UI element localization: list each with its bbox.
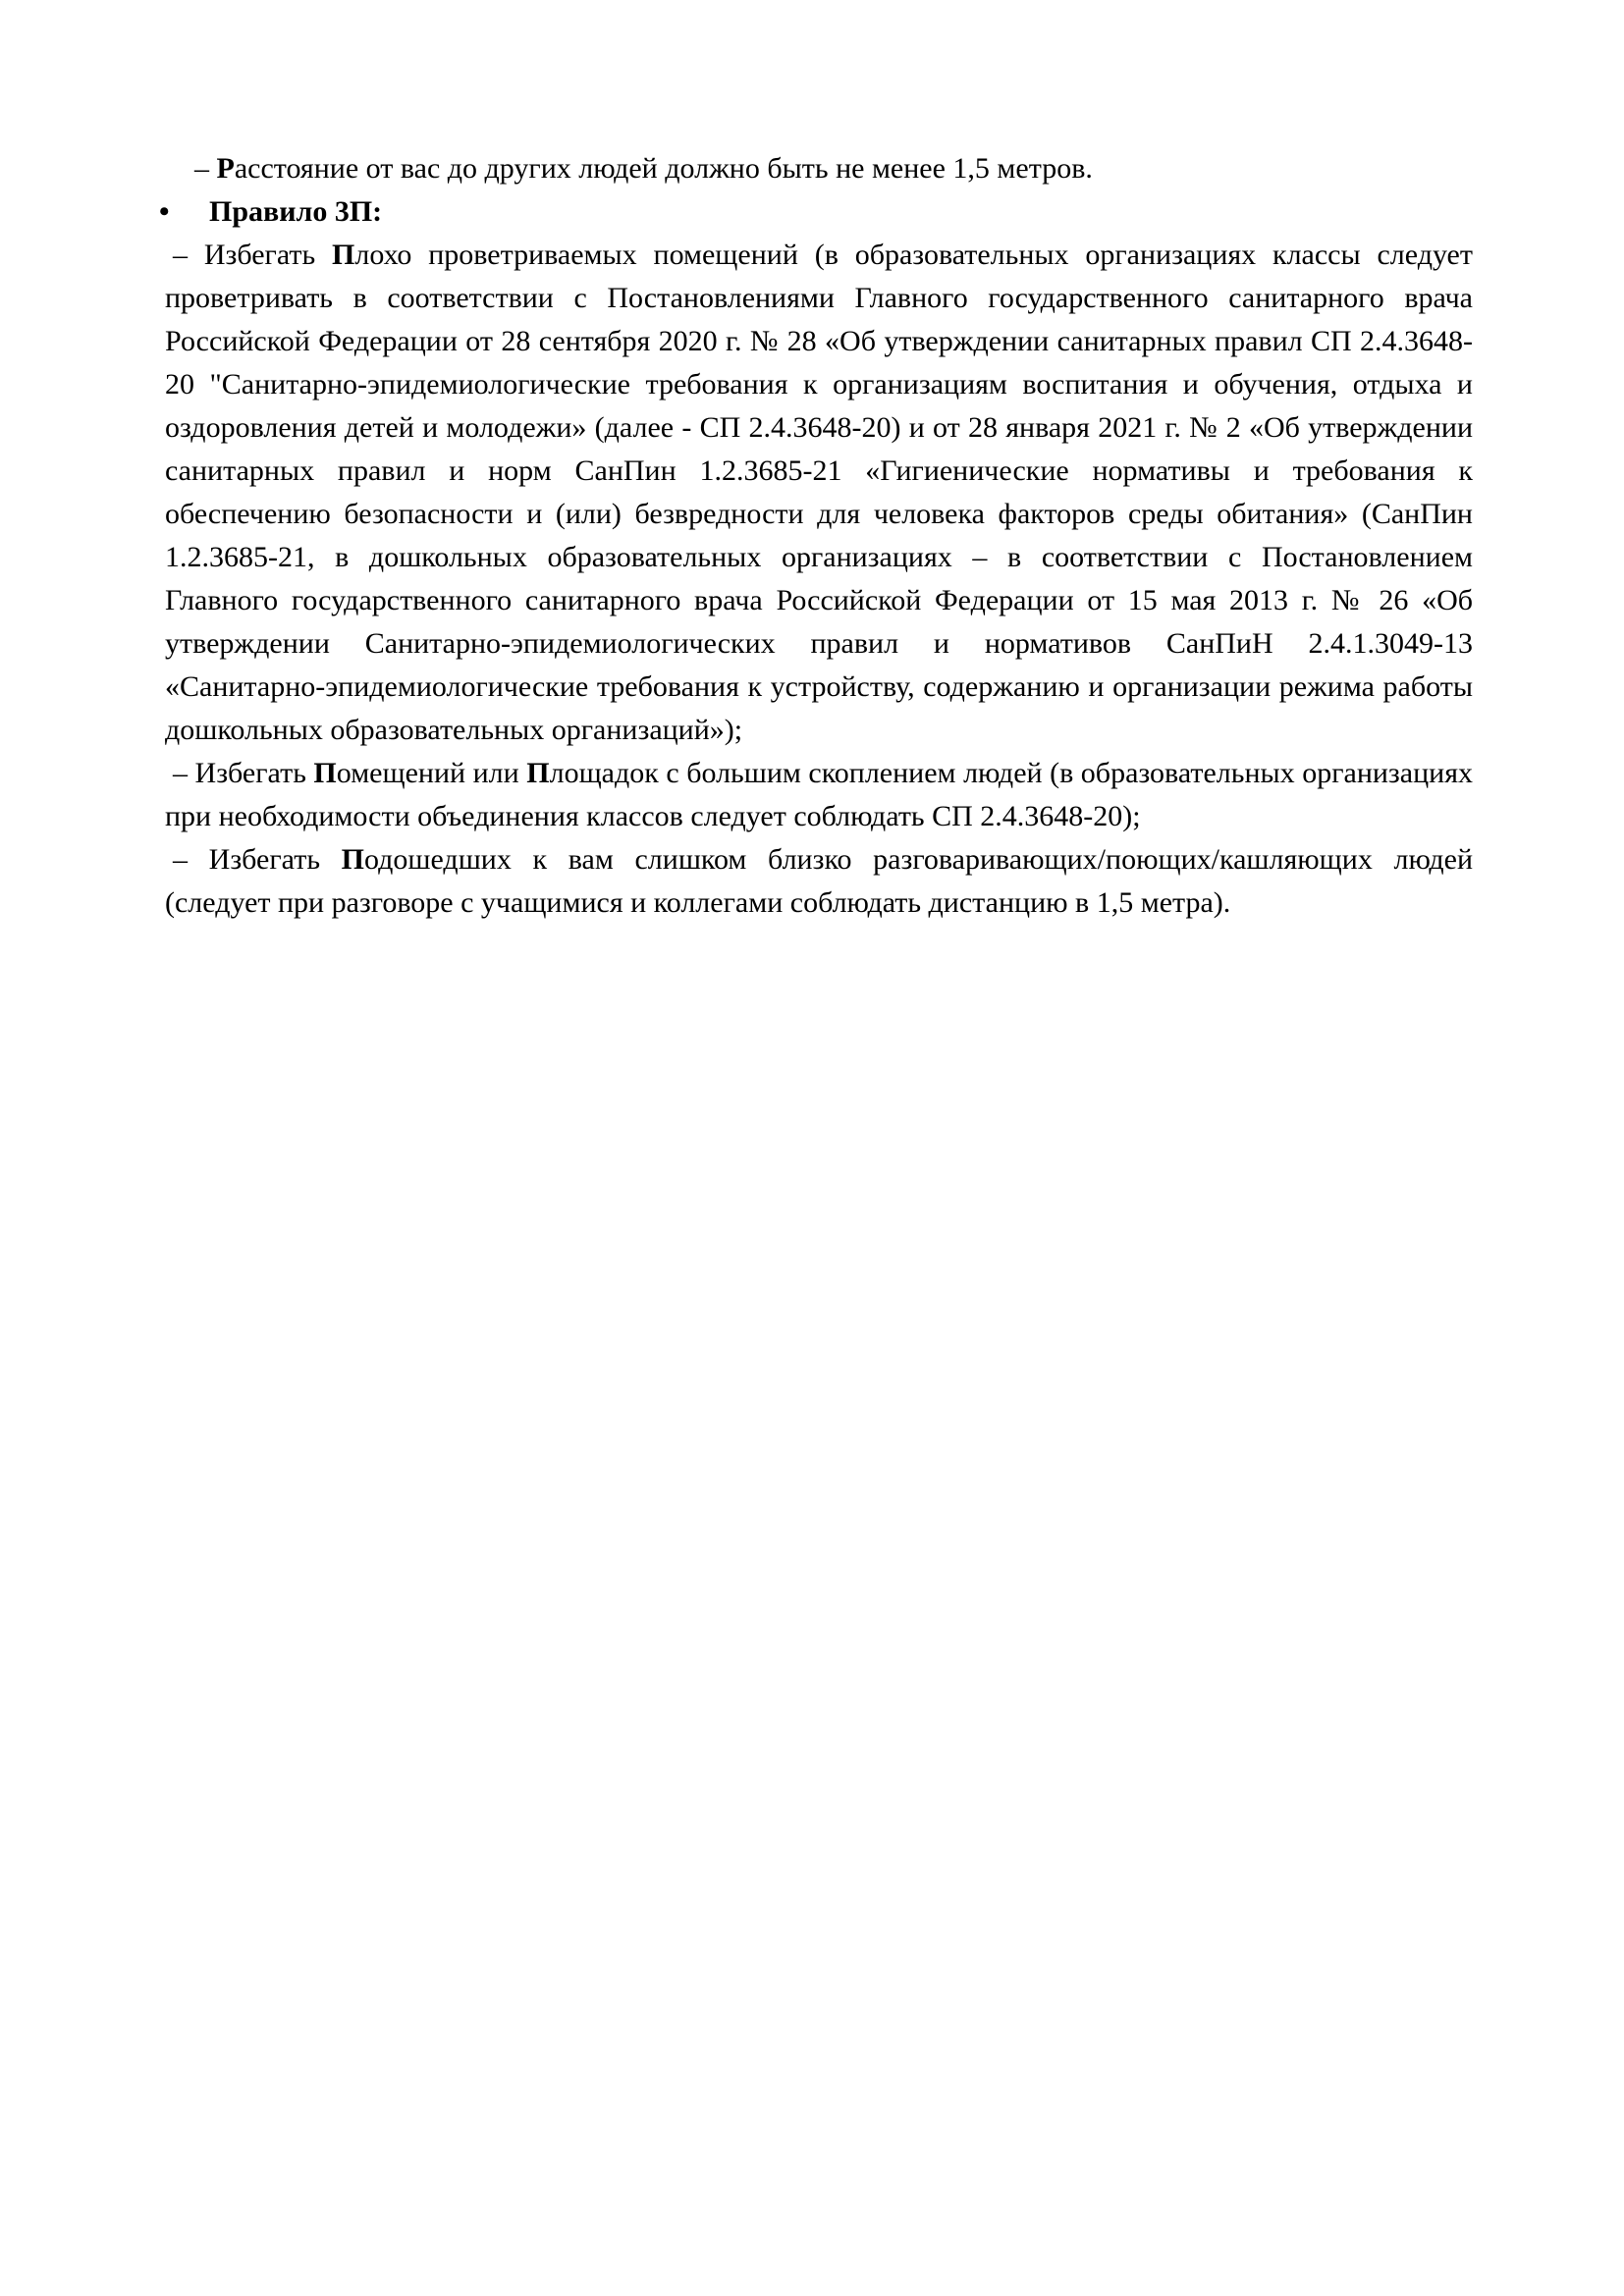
bullet-icon: • — [159, 195, 170, 228]
text-segment: – Избегать — [173, 239, 332, 271]
bold-letter: П — [526, 757, 550, 789]
rule-3p-heading-label: Правило 3П: — [209, 195, 383, 228]
bold-letter: П — [341, 843, 365, 876]
bold-letter: Р — [216, 152, 235, 185]
text-segment: – Избегать — [173, 757, 314, 789]
paragraph-avoid-crowded-places — [165, 752, 1473, 838]
text-segment: асстояние от вас до других людей должно быть не менее 1,5 метров. — [234, 152, 1093, 185]
text-segment: омещений или — [336, 757, 527, 789]
text-segment: – Избегать — [173, 843, 342, 876]
rule-3p-heading — [159, 190, 1473, 234]
intro-line — [165, 147, 1473, 190]
text-segment: лощадок с большим скоплением людей (в образовательных организациях при необходимости объединения классов следует соблюдать СП 2.4.3648-20); — [165, 757, 1474, 832]
paragraph-avoid-poorly-ventilated-rooms — [165, 234, 1473, 752]
bold-letter: П — [313, 757, 337, 789]
text-segment: лохо проветриваемых помещений (в образовательных организациях классы следует проветривать в соответствии с Постановлениями Главного государственного санитарного врача Российской Федерации от 28 сентября 2020 г. № 28 «Об утверждении санитарных правил СП 2.4.3648-20 "Санитарно-эпидемиологические требования к организациям воспитания и обучения, отдыха и оздоровления детей и молодежи» (далее - СП 2.4.3648-20) и от 28 января 2021 г. № 2 «Об утверждении санитарных правил и норм СанПин 1.2.3685-21 «Гигиенические нормативы и требования к обеспечению безопасности и (или) безвредности для человека факторов среды обитания» (СанПин 1.2.3685-21, в дошкольных образовательных организациях – в соответствии с Постановлением Главного государственного санитарного врача Российской Федерации от 15 мая 2013 г. № 26 «Об утверждении Санитарно-эпидемиологических правил и нормативов СанПиН 2.4.1.3049-13 «Санитарно-эпидемиологические требования к устройству, содержанию и организации режима работы дошкольных образовательных организаций»); — [165, 239, 1473, 746]
bold-letter: П — [332, 239, 355, 271]
text-segment: одошедших к вам слишком близко разговаривающих/поющих/кашляющих людей (следует при разговоре с учащимися и коллегами соблюдать дистанцию в 1,5 метра). — [165, 843, 1473, 919]
paragraph-avoid-close-contact — [165, 838, 1473, 925]
text-segment: – — [194, 152, 217, 185]
document-content — [159, 147, 1474, 925]
